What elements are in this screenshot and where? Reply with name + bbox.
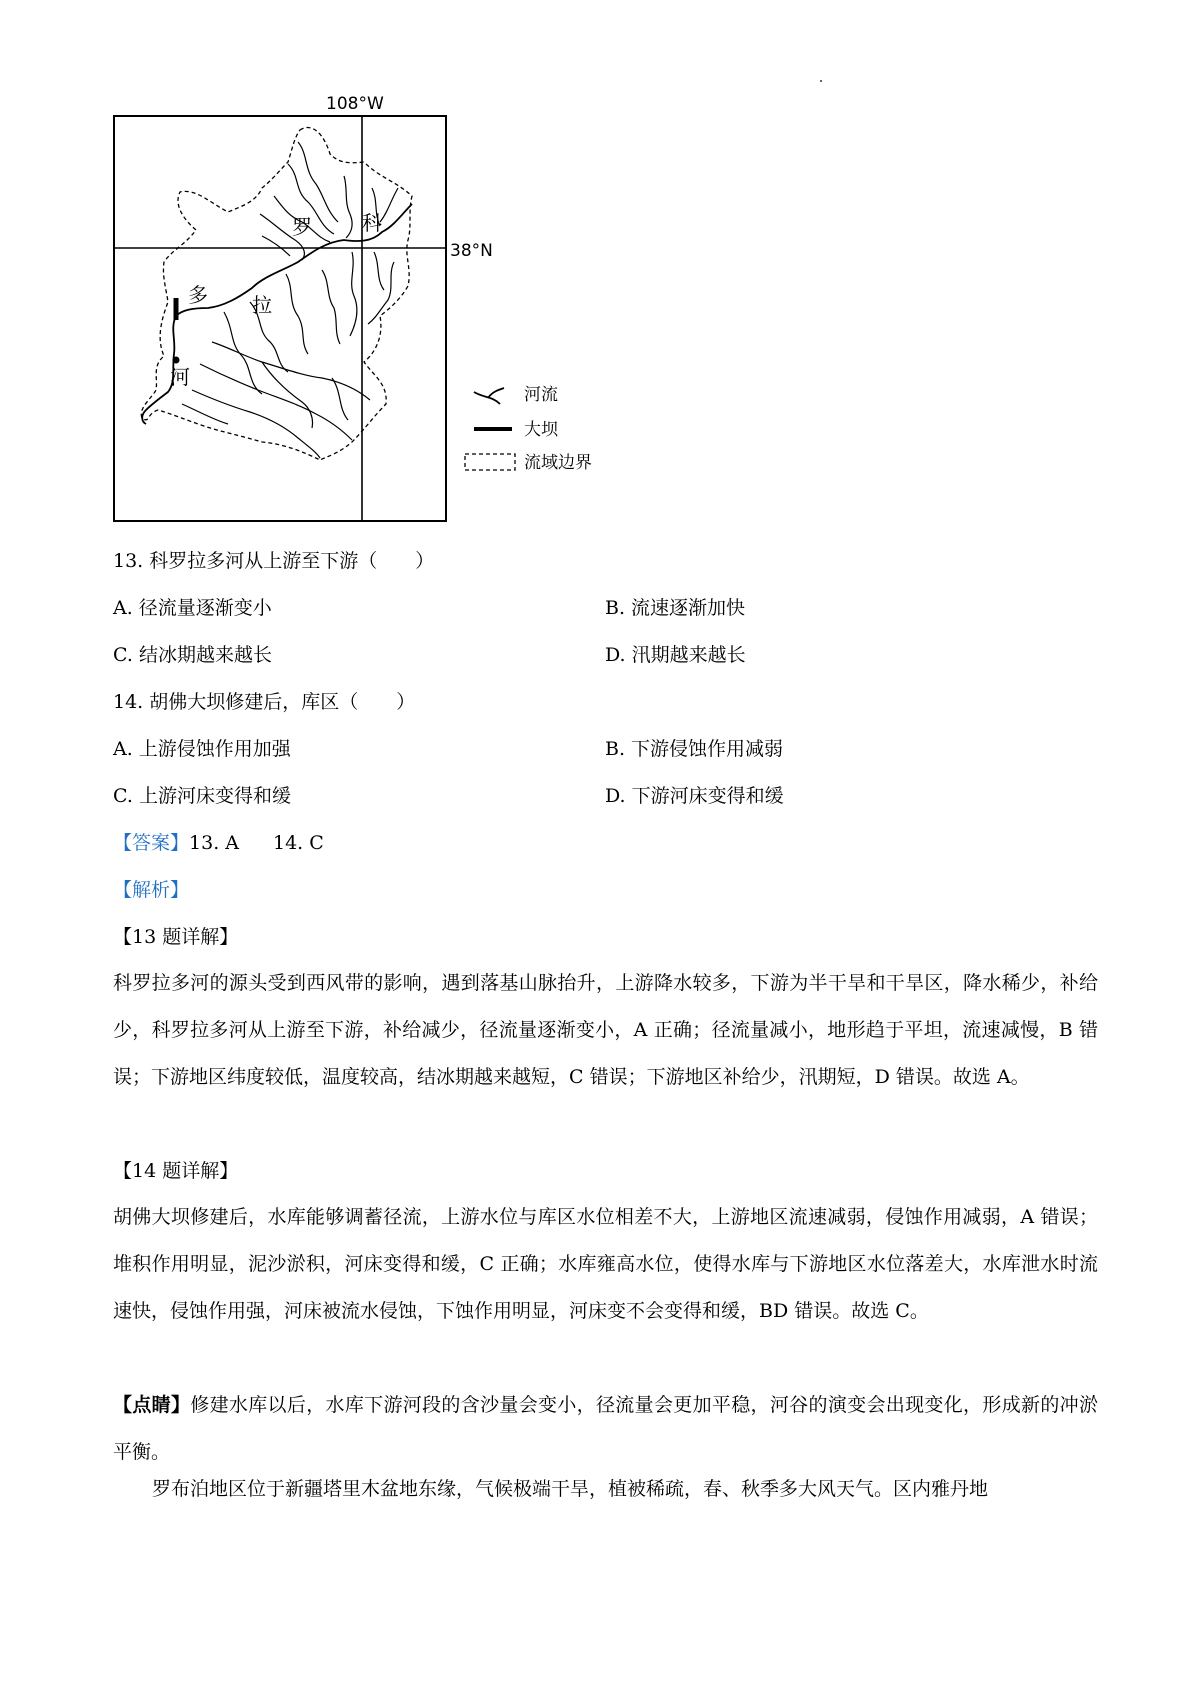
- legend-river-icon: [474, 388, 504, 404]
- river-char-duo: 多: [188, 283, 208, 307]
- colorado-river-map: [112, 92, 612, 537]
- tributaries: [182, 142, 398, 458]
- latitude-label: 38°N: [450, 241, 493, 261]
- river-char-he: 河: [170, 365, 190, 389]
- legend-boundary-label: 流域边界: [524, 453, 592, 473]
- point-label: 【点睛】: [113, 1394, 191, 1416]
- point-section: [113, 1382, 1098, 1476]
- basin-boundary: [141, 127, 412, 460]
- river-char-luo: 罗: [292, 215, 312, 239]
- river-char-la: 拉: [252, 293, 272, 317]
- question-14-option-a: A. 上游侵蚀作用加强: [113, 738, 291, 760]
- question-14-stem: 14. 胡佛大坝修建后，库区（ ）: [113, 691, 416, 713]
- map-legend: [465, 385, 592, 473]
- scan-dot: [820, 80, 822, 82]
- next-material-text: 罗布泊地区位于新疆塔里木盆地东缘，气候极端干旱，植被稀疏，春、秋季多大风天气。区内雅丹地: [152, 1478, 989, 1500]
- longitude-label: 108°W: [326, 94, 384, 114]
- question-13-option-a: A. 径流量逐渐变小: [113, 597, 272, 619]
- detail-14-text: 胡佛大坝修建后，水库能够调蓄径流，上游水位与库区水位相差不大，上游地区流速减弱，侵蚀作用减弱，A 错误；堆积作用明显，泥沙淤积，河床变得和缓，C 正确；水库雍高水位，使得水库与下游地区水位落差大，水库泄水时流速快，侵蚀作用强，河床被流水侵蚀，下蚀作用明显，河床变不会变得和缓，BD 错误。故选 C。: [113, 1206, 1098, 1322]
- question-13-option-d: D. 汛期越来越长: [605, 644, 746, 666]
- map-svg: [112, 92, 612, 537]
- question-14-option-c: C. 上游河床变得和缓: [113, 785, 291, 807]
- river-char-ke: 科: [362, 211, 382, 235]
- question-13-stem: 13. 科罗拉多河从上游至下游（ ）: [113, 550, 435, 572]
- river-name-chars: [170, 211, 382, 389]
- detail-13-title: 【13 题详解】: [113, 926, 239, 948]
- legend-boundary-icon: [465, 454, 515, 470]
- map-frame: [114, 116, 446, 521]
- river-point: [173, 357, 180, 364]
- analysis-label: 【解析】: [113, 879, 190, 901]
- answer-14: 14. C: [273, 832, 324, 854]
- question-14-option-d: D. 下游河床变得和缓: [605, 785, 784, 807]
- detail-13-text: 科罗拉多河的源头受到西风带的影响，遇到落基山脉抬升，上游降水较多，下游为半干旱和干旱区，降水稀少，补给少，科罗拉多河从上游至下游，补给减少，径流量逐渐变小，A 正确；径流量减小，地形趋于平坦，流速减慢，B 错误；下游地区纬度较低，温度较高，结冰期越来越短，C 错误；下游地区补给少，汛期短，D 错误。故选 A。: [113, 972, 1098, 1088]
- legend-dam-label: 大坝: [524, 420, 558, 440]
- answer-label: 【答案】: [113, 832, 190, 854]
- question-13-option-b: B. 流速逐渐加快: [605, 597, 746, 619]
- point-text: 修建水库以后，水库下游河段的含沙量会变小，径流量会更加平稳，河谷的演变会出现变化，形成新的冲淤平衡。: [113, 1394, 1098, 1463]
- main-river: [142, 204, 412, 424]
- legend-river-label: 河流: [524, 385, 558, 405]
- answer-line: [113, 831, 324, 855]
- question-13-option-c: C. 结冰期越来越长: [113, 644, 272, 666]
- question-14-option-b: B. 下游侵蚀作用减弱: [605, 738, 784, 760]
- answer-13: 13. A: [189, 832, 239, 854]
- detail-14-title: 【14 题详解】: [113, 1160, 239, 1182]
